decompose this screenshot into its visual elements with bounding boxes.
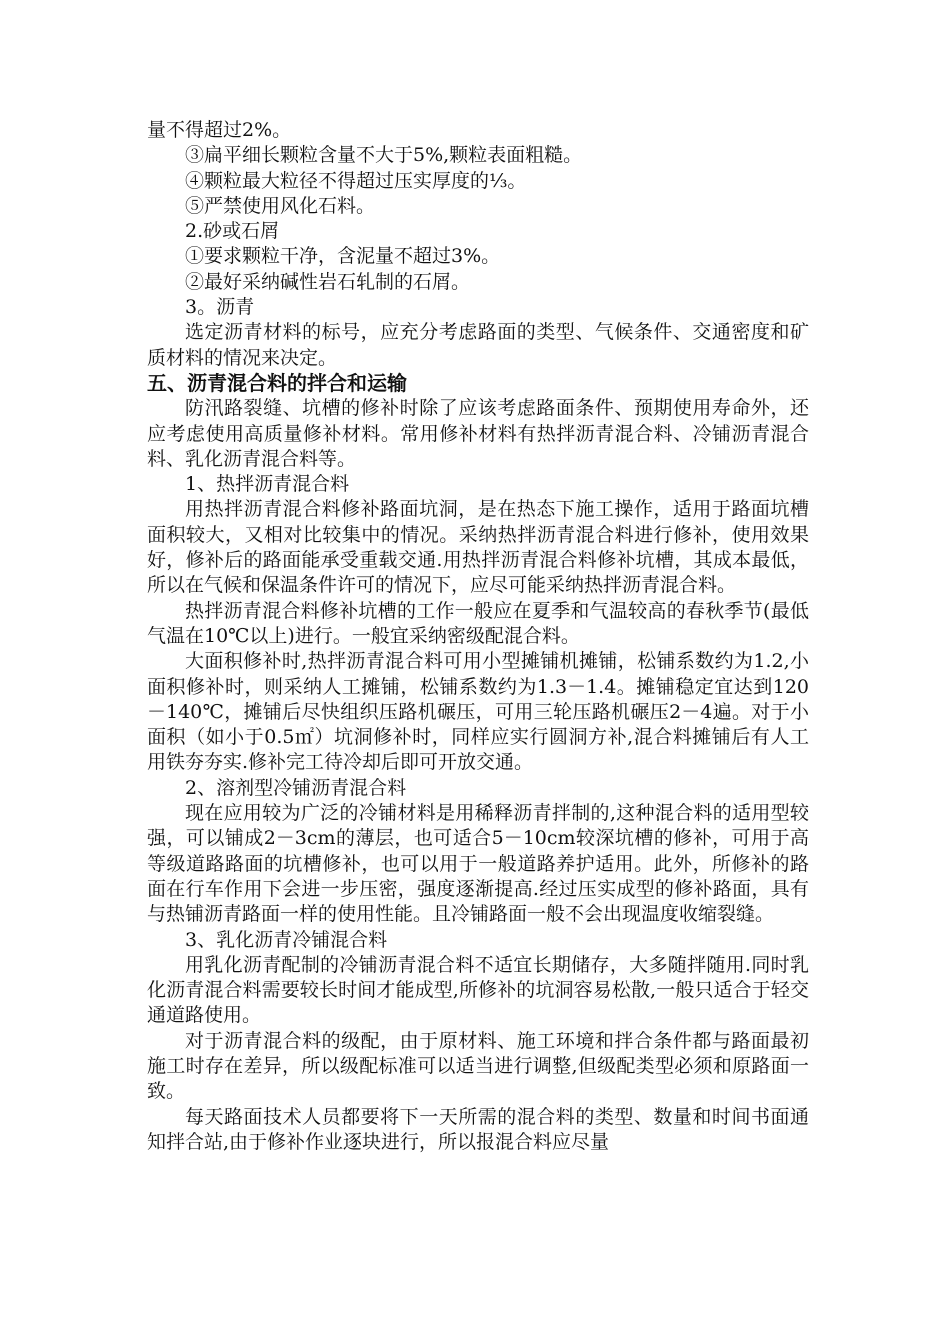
paragraph: ④颗粒最大粒径不得超过压实厚度的⅓。 — [185, 169, 527, 192]
paragraph: 1、热拌沥青混合料 — [185, 473, 350, 496]
paragraph: ③扁平细长颗粒含量不大于5%,颗粒表面粗糙。 — [185, 144, 583, 167]
paragraph: 对于沥青混合料的级配，由于原材料、施工环境和拌合条件都与路面最初施工时存在差异，所以级配标准可以适当进行调整,但级配类型必须和原路面一致。 — [147, 1029, 809, 1103]
paragraph: 每天路面技术人员都要将下一天所需的混合料的类型、数量和时间书面通知拌合站,由于修补作业逐块进行，所以报混合料应尽量 — [147, 1105, 809, 1153]
paragraph: 防汛路裂缝、坑槽的修补时除了应该考虑路面条件、预期使用寿命外，还应考虑使用高质量修补材料。常用修补材料有热拌沥青混合料、冷铺沥青混合料、乳化沥青混合料等。 — [147, 397, 809, 470]
paragraph: ⑤严禁使用风化石料。 — [185, 194, 376, 217]
paragraph: ①要求颗粒干净，含泥量不超过3%。 — [185, 245, 501, 268]
paragraph: 3。沥青 — [185, 296, 255, 319]
paragraph: 用乳化沥青配制的冷铺沥青混合料不适宜长期储存，大多随拌随用.同时乳化沥青混合料需要较长时间才能成型,所修补的坑洞容易松散,一般只适合于轻交通道路使用。 — [147, 953, 809, 1027]
paragraph: 选定沥青材料的标号，应充分考虑路面的类型、气候条件、交通密度和矿质材料的情况来决定。 — [147, 321, 809, 369]
paragraph: 3、乳化沥青冷铺混合料 — [185, 928, 388, 951]
paragraph: 大面积修补时,热拌沥青混合料可用小型摊铺机摊铺，松铺系数约为1.2,小面积修补时，则采纳人工摊铺，松铺系数约为1.3－1.4。摊铺稳定宜达到120－140℃，摊铺后尽快组织压路机碾压，可用三轮压路机碾压2－4遍。对于小面积（如小于0.5㎡）坑洞修补时，同样应实行圆洞方补,混合料摊铺后有人工用铁夯夯实.修补完工待冷却后即可开放交通。 — [147, 650, 809, 774]
paragraph: 现在应用较为广泛的冷铺材料是用稀释沥青拌制的,这种混合料的适用型较强，可以铺成2－3cm的薄层，也可适合5－10cm较深坑槽的修补，可用于高等级道路路面的坑槽修补，也可以用于一般道路养护适用。此外，所修补的路面在行车作用下会进一步压密，强度逐渐提高.经过压实成型的修补路面，具有与热铺沥青路面一样的使用性能。且冷铺路面一般不会出现温度收缩裂缝。 — [147, 802, 809, 926]
paragraph: 量不得超过2%。 — [147, 119, 292, 141]
paragraph: 用热拌沥青混合料修补路面坑洞，是在热态下施工操作，适用于路面坑槽面积较大，又相对比较集中的情况。采纳热拌沥青混合料进行修补，使用效果好，修补后的路面能承受重载交通.用热拌沥青混合料修补坑槽，其成本最低，所以在气候和保温条件许可的情况下，应尽可能采纳热拌沥青混合料。 — [147, 498, 809, 597]
paragraph: 热拌沥青混合料修补坑槽的工作一般应在夏季和气温较高的春秋季节(最低气温在10℃以上)进行。一般宜采纳密级配混合料。 — [147, 599, 809, 647]
paragraph: ②最好采纳碱性岩石轧制的石屑。 — [185, 270, 471, 293]
paragraph: 2.砂或石屑 — [185, 220, 280, 243]
paragraph: 2、溶剂型冷铺沥青混合料 — [185, 776, 407, 799]
document-body — [147, 118, 809, 1155]
section-heading: 五、沥青混合料的拌合和运输 — [147, 370, 407, 395]
